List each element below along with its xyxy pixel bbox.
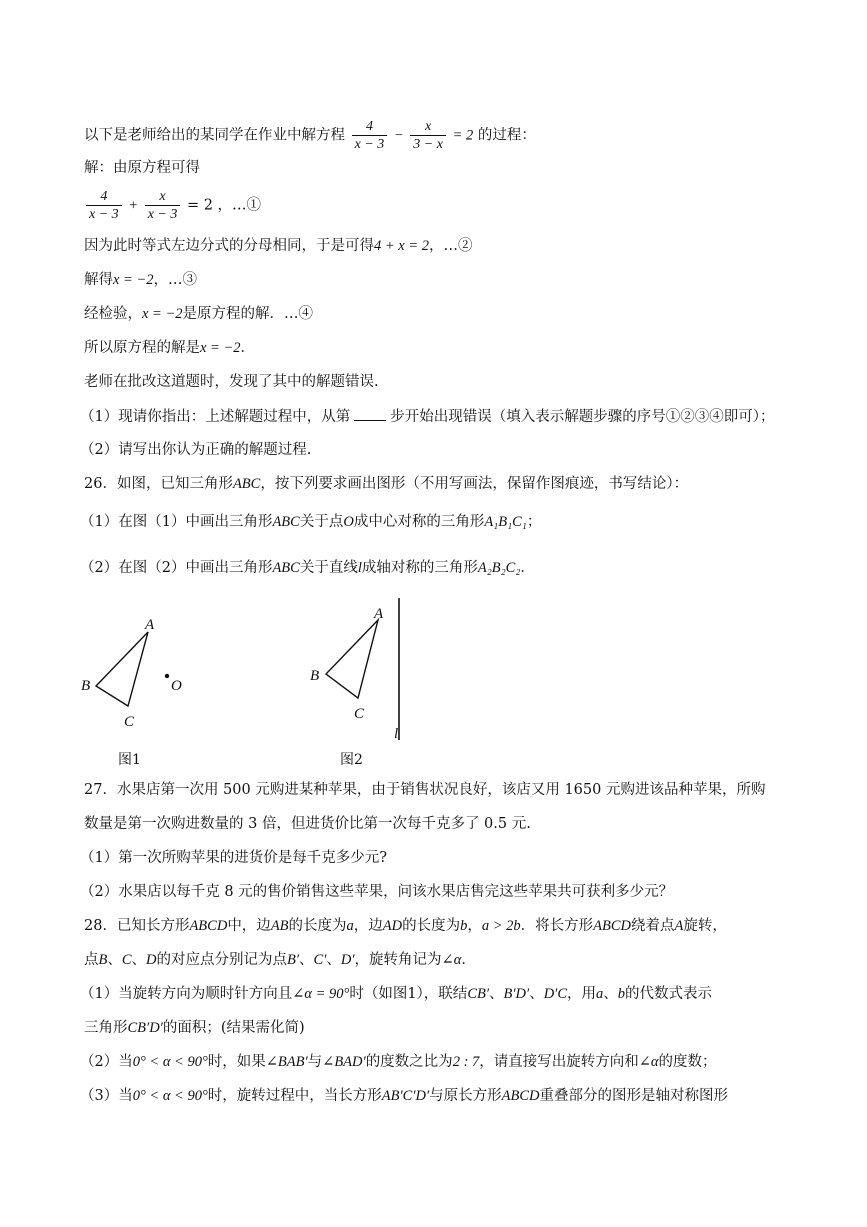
step2-math: 4 + x = 2 (374, 238, 430, 254)
step1-tail: = 2 ，…① (186, 197, 262, 214)
p26-question-1: （1）在图（1）中画出三角形ABC关于点O成中心对称的三角形A₁B₁C₁； (80, 514, 542, 530)
p27-line-2: 数量是第一次购进数量的 3 倍，但进货价比第一次每千克多了 0.5 元. (84, 816, 531, 832)
conclusion-math: x = −2 (200, 340, 241, 356)
p25-conclusion: 所以原方程的解是x = −2． (84, 340, 256, 356)
p25-intro-after: 的过程： (477, 127, 536, 144)
figure-2 (310, 598, 399, 768)
p25-question-1: （1）现请你指出：上述解题过程中，从第 步开始出现错误（填入表示解题步骤的序号①②③④即可）； (80, 406, 774, 427)
p28-line-1: 28．已知长方形ABCD中，边AB的长度为a，边AD的长度为b，a > 2b．将长方形ABCD绕着点A旋转， (84, 918, 727, 934)
p28-question-3: （3）当0° < α < 90°时，旋转过程中，当长方形AB′C′D′与原长方形ABCD重叠部分的图形是轴对称图形 (80, 1088, 728, 1104)
fig2-label-c: C (354, 706, 365, 722)
step1-fraction-2: $\frac{x}{x - 3}$ (145, 188, 181, 223)
p25-question-2: （2）请写出你认为正确的解题过程. (80, 442, 312, 458)
figure-1 (81, 617, 182, 768)
point-o (165, 674, 169, 678)
p27-question-1: （1）第一次所购苹果的进货价是每千克多少元? (80, 850, 387, 866)
p25-eq-rhs: = 2 (452, 127, 474, 144)
fig1-caption: 图1 (118, 752, 141, 768)
fig2-label-a: A (374, 606, 384, 622)
triangle-abc-fig1 (96, 632, 148, 706)
p25-intro-text: 以下是老师给出的某同学在作业中解方程 (84, 127, 345, 144)
p28-question-1-line-1: （1）当旋转方向为顺时针方向且∠α = 90°时（如图1），联结CB′、B′D′、D′C，用a、b的代数式表示 (80, 986, 713, 1002)
p25-step3: 解得x = −2，…③ (84, 272, 198, 288)
plus-sign: + (128, 197, 139, 214)
step3-math: x = −2 (113, 272, 154, 288)
p25-teacher-note: 老师在批改这道题时，发现了其中的解题错误. (84, 374, 379, 390)
triangle-abc-fig2 (326, 620, 378, 698)
p25-solution-label: 解：由原方程可得 (84, 160, 200, 176)
fig1-label-c: C (124, 714, 135, 730)
minus-sign: − (393, 127, 404, 144)
step1-fraction-1: $\frac{4}{x - 3}$ (86, 188, 122, 223)
fig2-label-l: l (394, 726, 399, 742)
p25-fraction-1: $\frac{4}{x - 3}$ (352, 118, 388, 153)
p26-figures (0, 592, 867, 772)
p26-stem: 26．如图，已知三角形ABC，按下列要求画出图形（不用写画法，保留作图痕迹，书写结论）： (84, 476, 689, 492)
p27-line-1: 27．水果店第一次用 500 元购进某种苹果，由于销售状况良好，该店又用 1650 元购进该品种苹果，所购 (84, 782, 766, 798)
step4-math: x = −2 (142, 306, 183, 322)
p25-intro (84, 118, 536, 153)
fig1-label-o: O (171, 678, 182, 694)
p26-question-2: （2）在图（2）中画出三角形ABC关于直线l成轴对称的三角形A₂B₂C₂． (80, 560, 535, 576)
p27-question-2: （2）水果店以每千克 8 元的售价销售这些苹果，问该水果店售完这些苹果共可获利多少元？ (80, 884, 674, 900)
p25-fraction-2: $\frac{x}{3 - x}$ (410, 118, 446, 153)
p28-question-2: （2）当0° < α < 90°时，如果∠BAB′与∠BAD′的度数之比为2 : 7，请直接写出旋转方向和∠α的度数； (80, 1054, 717, 1070)
answer-blank[interactable] (354, 406, 386, 421)
fig2-label-b: B (310, 668, 320, 684)
p25-step2: 因为此时等式左边分式的分母相同，于是可得4 + x = 2，…② (84, 238, 473, 254)
p28-question-1-line-2: 三角形CB′D′的面积；(结果需化简) (84, 1020, 305, 1036)
p25-step4: 经检验，x = −2是原方程的解．…④ (84, 306, 314, 322)
fig1-label-b: B (81, 678, 91, 694)
p28-line-2: 点B、C、D的对应点分别记为点B′、C′、D′，旋转角记为∠α． (84, 952, 476, 968)
fig2-caption: 图2 (340, 752, 363, 768)
fig1-label-a: A (145, 617, 155, 633)
p25-step1 (84, 188, 261, 223)
